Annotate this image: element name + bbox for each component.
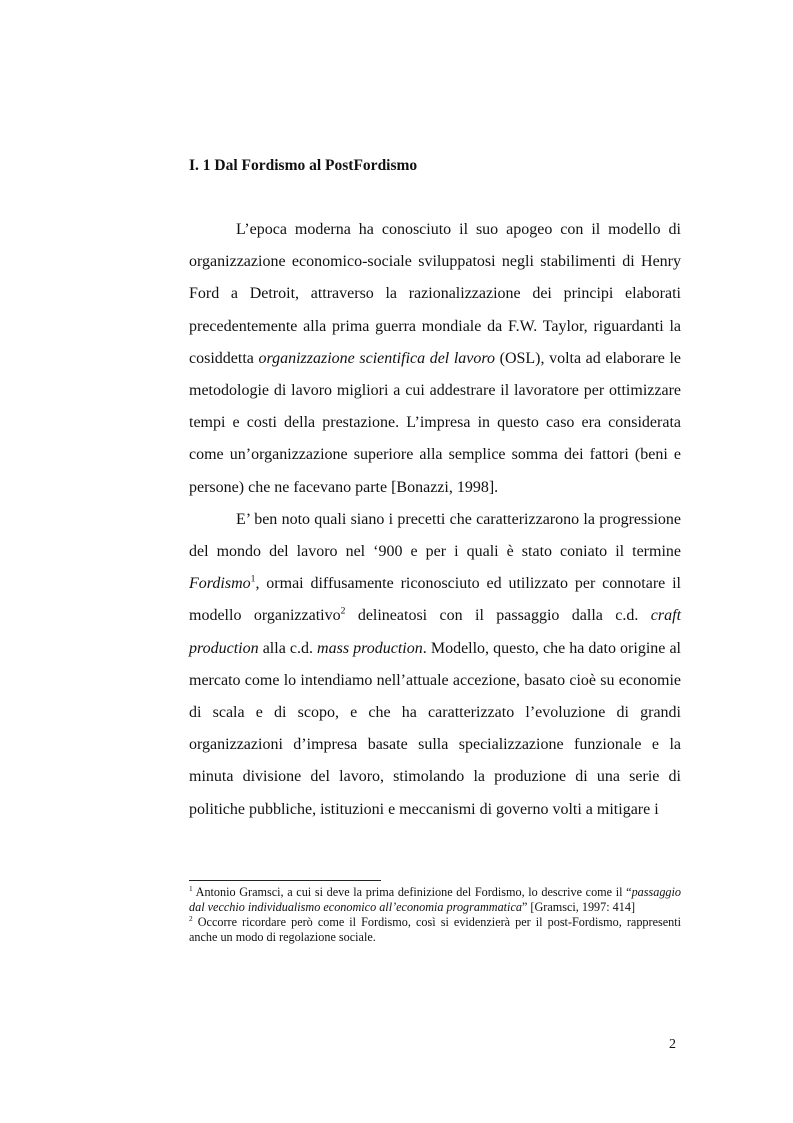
paragraph-1-text-2: (OSL), volta ad elaborare le metodologie di lavoro migliori a cui addestrare il lavoratore per ottimizzare tempi e costi della prestazione. L’impresa in questo caso era considerata come un’organizzazione superiore alla semplice somma dei fattori (beni e persone) che ne facevano parte [Bonazzi, 1998].	[189, 349, 682, 496]
footnotes	[189, 885, 681, 945]
paragraph-2	[189, 504, 681, 826]
italic-term-craft-production: craft production	[189, 607, 682, 657]
italic-term-fordismo: Fordismo	[189, 575, 251, 593]
footnote-ref-1: 1	[250, 573, 256, 585]
paragraph-2-text-5: . Modello, questo, che ha dato origine al mercato come lo intendiamo nell’attuale accezione, basato cioè su economie di scala e di scopo, e che ha caratterizzato l’evoluzione di grandi organizzazioni d’impresa basate sulla specializzazione funzionale e la minuta divisione del lavoro, stimolando la produzione di una serie di politiche pubbliche, istituzioni e meccanismi di governo volti a mitigare i	[189, 639, 681, 818]
paragraph-2-text-1: E’ ben noto quali siano i precetti che caratterizzarono la progressione del mondo del lavoro nel ‘900 e per i quali è stato coniato il termine	[189, 510, 681, 561]
footnote-2-text: Occorre ricordare però come il Fordismo, così si evidenzierà per il post-Fordismo, rappresenti anche un modo di regolazione sociale.	[189, 915, 681, 944]
footnote-2-number: 2	[189, 913, 193, 923]
paragraph-2-text-3: delineatosi con il passaggio dalla c.d.	[345, 607, 651, 625]
footnote-1-text-2: ” [Gramsci, 1997: 414]	[521, 900, 635, 914]
italic-term-mass-production: mass production	[317, 639, 423, 657]
paragraph-2-text-4: alla c.d.	[258, 639, 318, 657]
footnote-1	[189, 885, 681, 915]
paragraph-1-text-1: L’epoca moderna ha conosciuto il suo apogeo con il modello di organizzazione economico-sociale sviluppatosi negli stabilimenti di Henry Ford a Detroit, attraverso la razionalizzazione dei principi elaborati precedentemente alla prima guerra mondiale da F.W. Taylor, riguardanti la cosiddetta	[189, 221, 681, 367]
section-heading: I. 1 Dal Fordismo al PostFordismo	[189, 157, 418, 174]
footnote-2	[189, 915, 681, 945]
page-number: 2	[669, 1037, 676, 1052]
paragraph-2-text-2: , ormai diffusamente riconosciuto ed utilizzato per connotare il modello organizzativo	[189, 575, 681, 625]
footnote-ref-2: 2	[340, 606, 346, 618]
footnote-1-quote: passaggio dal vecchio individualismo economico all’economia programmatica	[189, 885, 681, 914]
body-text	[189, 214, 681, 826]
footnote-divider	[189, 880, 381, 881]
footnote-1-number: 1	[189, 883, 193, 893]
italic-term-osl: organizzazione scientifica del lavoro	[258, 349, 496, 367]
footnote-1-text-1: Antonio Gramsci, a cui si deve la prima definizione del Fordismo, lo descrive come il “	[192, 885, 632, 899]
paragraph-1	[189, 214, 681, 504]
